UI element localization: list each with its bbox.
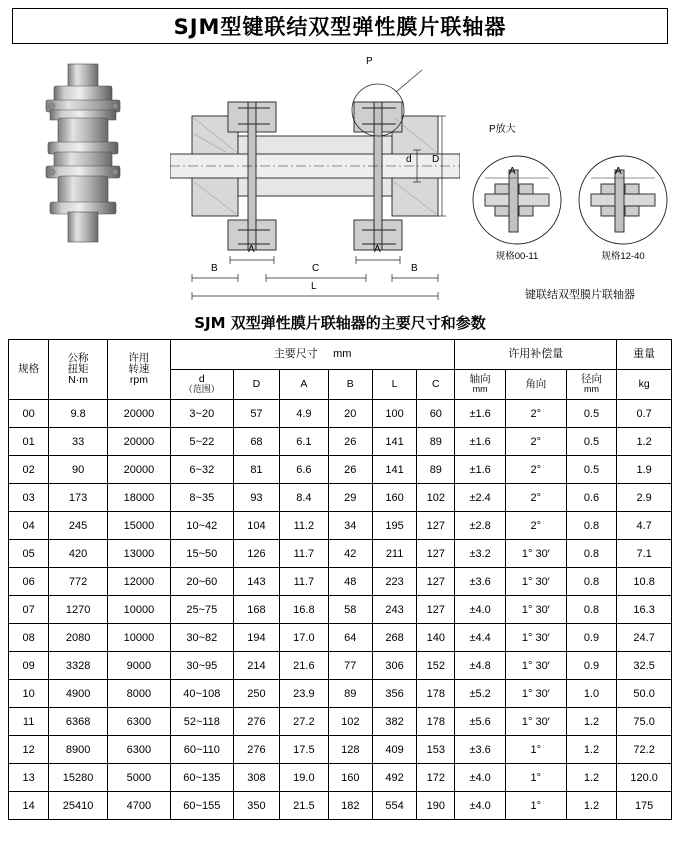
th-axial: [455, 370, 506, 400]
cell-A: 6.1: [280, 428, 328, 456]
cell-speed: 12000: [107, 568, 170, 596]
cell-d: 15~50: [170, 540, 233, 568]
cell-D: 276: [233, 708, 279, 736]
label-P-enlarge: P放大: [489, 124, 516, 135]
cell-d: 20~60: [170, 568, 233, 596]
cell-angular: 1° 30′: [505, 540, 566, 568]
cell-C: 89: [417, 428, 455, 456]
cell-angular: 1°: [505, 792, 566, 820]
cell-B: 77: [328, 652, 372, 680]
table-row: [9, 568, 672, 596]
cell-L: 306: [372, 652, 416, 680]
cell-weight: 0.7: [617, 400, 672, 428]
cell-A: 11.7: [280, 540, 328, 568]
cell-radial: 1.0: [566, 680, 617, 708]
cell-axial: ±3.2: [455, 540, 506, 568]
cell-weight: 2.9: [617, 484, 672, 512]
cell-angular: 2°: [505, 512, 566, 540]
cell-D: 276: [233, 736, 279, 764]
cell-angular: 1° 30′: [505, 680, 566, 708]
cell-A: 27.2: [280, 708, 328, 736]
cell-C: 127: [417, 596, 455, 624]
cell-radial: 0.8: [566, 568, 617, 596]
cell-d: 52~118: [170, 708, 233, 736]
cell-torque: 90: [49, 456, 108, 484]
label-P: P: [366, 56, 373, 67]
th-torque-line2: 扭矩: [67, 362, 89, 375]
cell-C: 127: [417, 540, 455, 568]
cell-B: 58: [328, 596, 372, 624]
cell-radial: 1.2: [566, 736, 617, 764]
cell-C: 172: [417, 764, 455, 792]
table-row: [9, 400, 672, 428]
cell-D: 143: [233, 568, 279, 596]
cell-spec: 04: [9, 512, 49, 540]
cell-spec: 11: [9, 708, 49, 736]
cell-spec: 00: [9, 400, 49, 428]
cell-A: 16.8: [280, 596, 328, 624]
cell-weight: 32.5: [617, 652, 672, 680]
th-axial-unit: mm: [472, 384, 488, 395]
th-radial-label: 径向: [580, 373, 602, 386]
cell-axial: ±2.4: [455, 484, 506, 512]
cell-weight: 7.1: [617, 540, 672, 568]
cell-radial: 0.8: [566, 540, 617, 568]
cell-axial: ±2.8: [455, 512, 506, 540]
cell-angular: 2°: [505, 400, 566, 428]
table-body: [9, 400, 672, 820]
cell-weight: 16.3: [617, 596, 672, 624]
cell-D: 81: [233, 456, 279, 484]
cell-torque: 15280: [49, 764, 108, 792]
th-weight: 重量: [617, 340, 672, 370]
table-head: [9, 340, 672, 400]
cell-A: 11.2: [280, 512, 328, 540]
cell-L: 492: [372, 764, 416, 792]
cell-weight: 75.0: [617, 708, 672, 736]
th-d-range: （范围）: [183, 384, 220, 395]
th-spec: 规格: [9, 340, 49, 400]
cell-speed: 6300: [107, 708, 170, 736]
cell-spec: 08: [9, 624, 49, 652]
detail-right-caption: 规格12-40: [601, 251, 645, 262]
cell-weight: 175: [617, 792, 672, 820]
cell-C: 127: [417, 568, 455, 596]
cell-L: 141: [372, 456, 416, 484]
cell-C: 153: [417, 736, 455, 764]
cell-d: 30~95: [170, 652, 233, 680]
cell-B: 34: [328, 512, 372, 540]
table-row: [9, 792, 672, 820]
cell-C: 178: [417, 708, 455, 736]
cell-d: 5~22: [170, 428, 233, 456]
cell-B: 64: [328, 624, 372, 652]
cell-L: 160: [372, 484, 416, 512]
cell-speed: 8000: [107, 680, 170, 708]
th-speed-line3: rpm: [129, 374, 148, 386]
th-B: B: [328, 370, 372, 400]
cell-axial: ±1.6: [455, 456, 506, 484]
th-C: C: [417, 370, 455, 400]
label-B-left: B: [211, 263, 218, 274]
cell-speed: 5000: [107, 764, 170, 792]
cell-speed: 20000: [107, 456, 170, 484]
cell-speed: 18000: [107, 484, 170, 512]
cell-B: 102: [328, 708, 372, 736]
label-B-right: B: [411, 263, 418, 274]
th-angular: 角向: [505, 370, 566, 400]
cell-C: 102: [417, 484, 455, 512]
th-main-dims-label: 主要尺寸: [273, 347, 318, 360]
cell-C: 190: [417, 792, 455, 820]
cell-d: 60~135: [170, 764, 233, 792]
table-row: [9, 512, 672, 540]
cell-radial: 1.2: [566, 792, 617, 820]
cell-D: 93: [233, 484, 279, 512]
cell-spec: 12: [9, 736, 49, 764]
table-row: [9, 428, 672, 456]
th-A: A: [280, 370, 328, 400]
cell-angular: 1°: [505, 764, 566, 792]
th-compensation: 许用补偿量: [455, 340, 617, 370]
cell-D: 104: [233, 512, 279, 540]
cell-L: 382: [372, 708, 416, 736]
cell-torque: 25410: [49, 792, 108, 820]
th-L: L: [372, 370, 416, 400]
cell-D: 126: [233, 540, 279, 568]
cell-torque: 8900: [49, 736, 108, 764]
cell-B: 26: [328, 428, 372, 456]
cell-spec: 14: [9, 792, 49, 820]
cell-axial: ±4.0: [455, 596, 506, 624]
cell-D: 308: [233, 764, 279, 792]
table-row: [9, 736, 672, 764]
table-row: [9, 624, 672, 652]
th-main-dims-unit: mm: [333, 347, 352, 360]
cell-D: 57: [233, 400, 279, 428]
th-speed-line1: 许用: [128, 351, 150, 364]
cell-weight: 120.0: [617, 764, 672, 792]
label-D: D: [432, 154, 440, 165]
cell-torque: 772: [49, 568, 108, 596]
figure-caption: 键联结双型膜片联轴器: [525, 289, 635, 301]
specs-table: [8, 339, 672, 820]
table-row: [9, 708, 672, 736]
cell-L: 211: [372, 540, 416, 568]
cell-radial: 0.8: [566, 596, 617, 624]
cell-radial: 1.2: [566, 708, 617, 736]
cell-spec: 13: [9, 764, 49, 792]
cell-A: 21.5: [280, 792, 328, 820]
th-d: [170, 370, 233, 400]
th-axial-label: 轴向: [469, 373, 491, 386]
table-row: [9, 680, 672, 708]
cell-torque: 6368: [49, 708, 108, 736]
cell-torque: 420: [49, 540, 108, 568]
cell-spec: 05: [9, 540, 49, 568]
cell-A: 21.6: [280, 652, 328, 680]
cell-axial: ±3.6: [455, 568, 506, 596]
cell-angular: 1° 30′: [505, 652, 566, 680]
cell-A: 19.0: [280, 764, 328, 792]
cell-radial: 0.8: [566, 512, 617, 540]
cell-angular: 1° 30′: [505, 624, 566, 652]
cell-speed: 4700: [107, 792, 170, 820]
cell-radial: 0.5: [566, 400, 617, 428]
th-main-dims: [170, 340, 455, 370]
cell-spec: 09: [9, 652, 49, 680]
cell-torque: 1270: [49, 596, 108, 624]
detail-left-caption: 规格00-11: [495, 251, 539, 262]
cell-B: 26: [328, 456, 372, 484]
cell-d: 25~75: [170, 596, 233, 624]
cell-A: 17.5: [280, 736, 328, 764]
cell-angular: 1°: [505, 736, 566, 764]
cell-speed: 20000: [107, 428, 170, 456]
cell-D: 68: [233, 428, 279, 456]
cell-spec: 10: [9, 680, 49, 708]
cell-angular: 1° 30′: [505, 708, 566, 736]
th-speed-line2: 转速: [128, 362, 150, 375]
cell-spec: 06: [9, 568, 49, 596]
cell-angular: 2°: [505, 456, 566, 484]
cell-D: 194: [233, 624, 279, 652]
th-torque-line1: 公称: [67, 351, 89, 364]
cell-d: 40~108: [170, 680, 233, 708]
cell-axial: ±4.0: [455, 764, 506, 792]
cell-d: 30~82: [170, 624, 233, 652]
th-speed: [107, 340, 170, 400]
cell-angular: 2°: [505, 484, 566, 512]
cell-C: 152: [417, 652, 455, 680]
cell-A: 4.9: [280, 400, 328, 428]
cell-torque: 173: [49, 484, 108, 512]
table-title: SJM 双型弹性膜片联轴器的主要尺寸和参数: [194, 314, 486, 332]
cell-axial: ±1.6: [455, 400, 506, 428]
cell-d: 3~20: [170, 400, 233, 428]
th-radial-unit: mm: [583, 384, 599, 395]
cell-A: 23.9: [280, 680, 328, 708]
cell-speed: 13000: [107, 540, 170, 568]
cell-angular: 1° 30′: [505, 596, 566, 624]
cell-speed: 6300: [107, 736, 170, 764]
cell-axial: ±4.0: [455, 792, 506, 820]
table-row: [9, 484, 672, 512]
cell-torque: 4900: [49, 680, 108, 708]
cell-L: 141: [372, 428, 416, 456]
cell-B: 89: [328, 680, 372, 708]
cell-torque: 3328: [49, 652, 108, 680]
cell-radial: 1.2: [566, 764, 617, 792]
detail-views: [465, 124, 675, 298]
cell-B: 42: [328, 540, 372, 568]
cell-radial: 0.6: [566, 484, 617, 512]
label-d: d: [406, 154, 412, 165]
header-row-1: [9, 340, 672, 370]
table-row: [9, 540, 672, 568]
cell-L: 356: [372, 680, 416, 708]
label-C: C: [312, 263, 320, 274]
cell-weight: 24.7: [617, 624, 672, 652]
label-A-left: A: [248, 244, 255, 255]
table-row: [9, 652, 672, 680]
cell-d: 8~35: [170, 484, 233, 512]
cell-axial: ±3.6: [455, 736, 506, 764]
table-row: [9, 596, 672, 624]
cell-B: 160: [328, 764, 372, 792]
cell-speed: 10000: [107, 596, 170, 624]
cell-axial: ±4.8: [455, 652, 506, 680]
label-L: L: [311, 281, 317, 292]
cell-axial: ±4.4: [455, 624, 506, 652]
cell-torque: 2080: [49, 624, 108, 652]
cell-B: 128: [328, 736, 372, 764]
label-A-detail-right: A: [615, 166, 622, 177]
cell-spec: 02: [9, 456, 49, 484]
cell-radial: 0.9: [566, 624, 617, 652]
cell-A: 8.4: [280, 484, 328, 512]
cell-torque: 33: [49, 428, 108, 456]
cell-axial: ±1.6: [455, 428, 506, 456]
cell-C: 89: [417, 456, 455, 484]
figure-area: [10, 48, 670, 310]
cell-D: 214: [233, 652, 279, 680]
cell-D: 250: [233, 680, 279, 708]
cell-speed: 9000: [107, 652, 170, 680]
cross-section-drawing: [170, 54, 460, 304]
cell-radial: 0.5: [566, 428, 617, 456]
th-torque: [49, 340, 108, 400]
th-torque-line3: N·m: [68, 374, 88, 386]
cell-axial: ±5.6: [455, 708, 506, 736]
cell-C: 140: [417, 624, 455, 652]
cell-weight: 72.2: [617, 736, 672, 764]
cell-C: 127: [417, 512, 455, 540]
cell-radial: 0.9: [566, 652, 617, 680]
label-A-right: A: [374, 244, 381, 255]
cell-L: 100: [372, 400, 416, 428]
cell-torque: 245: [49, 512, 108, 540]
cell-A: 6.6: [280, 456, 328, 484]
cell-B: 48: [328, 568, 372, 596]
label-A-detail-left: A: [509, 166, 516, 177]
cell-spec: 07: [9, 596, 49, 624]
cell-B: 20: [328, 400, 372, 428]
cell-torque: 9.8: [49, 400, 108, 428]
cell-weight: 10.8: [617, 568, 672, 596]
cell-d: 6~32: [170, 456, 233, 484]
document-page: [0, 8, 680, 863]
cell-weight: 1.2: [617, 428, 672, 456]
cell-A: 17.0: [280, 624, 328, 652]
cell-d: 60~155: [170, 792, 233, 820]
cell-L: 195: [372, 512, 416, 540]
cell-L: 268: [372, 624, 416, 652]
page-title: SJM型键联结双型弹性膜片联轴器: [173, 15, 507, 39]
cell-L: 223: [372, 568, 416, 596]
coupling-photo: [24, 60, 144, 250]
cell-L: 409: [372, 736, 416, 764]
cell-d: 60~110: [170, 736, 233, 764]
cell-weight: 1.9: [617, 456, 672, 484]
table-row: [9, 456, 672, 484]
cell-angular: 2°: [505, 428, 566, 456]
cell-angular: 1° 30′: [505, 568, 566, 596]
cell-C: 60: [417, 400, 455, 428]
cell-C: 178: [417, 680, 455, 708]
th-D: D: [233, 370, 279, 400]
cell-L: 554: [372, 792, 416, 820]
cell-A: 11.7: [280, 568, 328, 596]
cell-B: 182: [328, 792, 372, 820]
th-d-label: d: [198, 373, 205, 386]
cell-spec: 03: [9, 484, 49, 512]
cell-spec: 01: [9, 428, 49, 456]
page-title-box: [12, 8, 668, 44]
cell-L: 243: [372, 596, 416, 624]
cell-speed: 20000: [107, 400, 170, 428]
cell-B: 29: [328, 484, 372, 512]
cell-D: 168: [233, 596, 279, 624]
th-weight-unit: kg: [617, 370, 672, 400]
cell-weight: 50.0: [617, 680, 672, 708]
th-radial: [566, 370, 617, 400]
table-row: [9, 764, 672, 792]
cell-speed: 15000: [107, 512, 170, 540]
cell-radial: 0.5: [566, 456, 617, 484]
cell-D: 350: [233, 792, 279, 820]
cell-weight: 4.7: [617, 512, 672, 540]
cell-d: 10~42: [170, 512, 233, 540]
cell-speed: 10000: [107, 624, 170, 652]
cell-axial: ±5.2: [455, 680, 506, 708]
